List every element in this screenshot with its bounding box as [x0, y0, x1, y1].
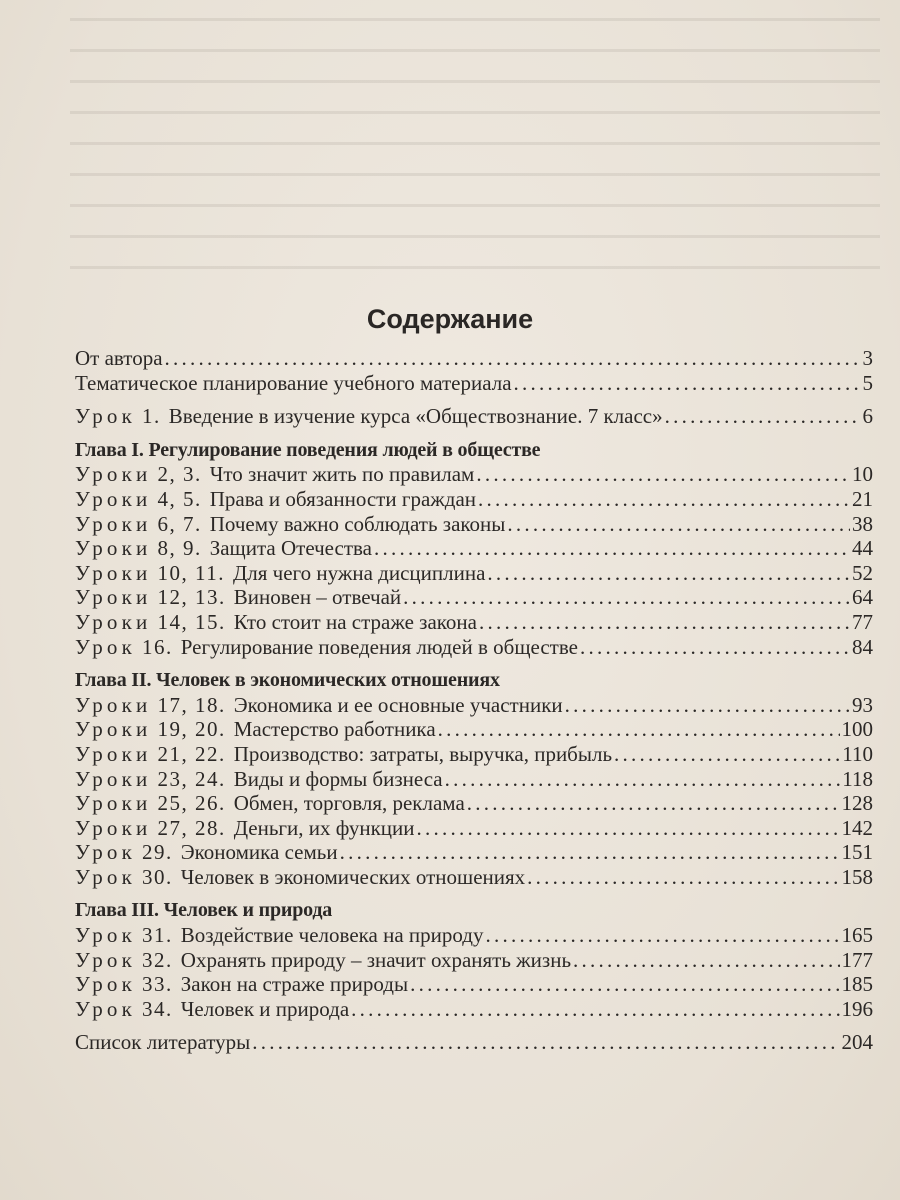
dot-leader	[476, 462, 850, 487]
dot-leader	[580, 635, 850, 660]
page-number: 196	[841, 996, 873, 1021]
page-number: 177	[841, 947, 873, 972]
section-spacer	[75, 395, 873, 404]
entry-title: Почему важно соблюдать законы	[209, 511, 506, 536]
toc-entry[interactable]	[75, 371, 873, 396]
lesson-label: Уроки	[75, 560, 152, 585]
entry-title: От автора	[75, 346, 163, 370]
page-number: 64	[852, 585, 873, 610]
entry-title: Закон на страже природы	[180, 972, 409, 997]
entry-title: Регулирование поведения людей в обществе	[180, 634, 578, 659]
entry-title: Для чего нужна дисциплина	[232, 560, 486, 585]
toc-entry[interactable]	[75, 923, 873, 948]
page-number: 44	[852, 536, 873, 561]
page-number: 118	[842, 766, 873, 791]
dot-leader	[417, 816, 840, 841]
lesson-number: 29.	[142, 840, 173, 865]
page-number: 185	[841, 972, 873, 997]
lesson-label: Уроки	[75, 766, 152, 791]
toc-entry[interactable]	[75, 767, 873, 792]
entry-title: Охранять природу – значит охранять жизнь	[180, 947, 572, 972]
toc-entry[interactable]	[75, 816, 873, 841]
entry-title: Производство: затраты, выручка, прибыль	[233, 741, 613, 766]
toc-entry[interactable]	[75, 536, 873, 561]
toc-entry[interactable]	[75, 512, 873, 537]
lesson-label: Урок	[75, 840, 137, 865]
lesson-number: 19, 20.	[157, 717, 226, 742]
entry-title: Введение в изучение курса «Обществознание. 7 класс»	[168, 404, 663, 429]
lesson-number: 32.	[142, 947, 173, 972]
page-number: 84	[852, 634, 873, 659]
dot-leader	[165, 346, 861, 371]
entry-title: Список литературы	[75, 1030, 251, 1055]
lesson-label: Урок	[75, 404, 137, 429]
entry-title: Виды и формы бизнеса	[233, 766, 443, 791]
lesson-label: Урок	[75, 996, 137, 1021]
toc-entry[interactable]	[75, 585, 873, 610]
dot-leader	[514, 371, 861, 396]
chapter-heading: Глава II. Человек в экономических отношениях	[75, 669, 500, 692]
toc-entry[interactable]	[75, 462, 873, 487]
toc-section	[75, 438, 873, 659]
dot-leader	[487, 561, 850, 586]
chapter-heading: Глава III. Человек и природа	[75, 899, 333, 922]
lesson-label: Урок	[75, 864, 137, 889]
toc-entry[interactable]	[75, 717, 873, 742]
lesson-number: 25, 26.	[157, 791, 226, 816]
toc-entry[interactable]	[75, 948, 873, 973]
page-number: 10	[852, 462, 873, 487]
page-number: 128	[841, 791, 873, 816]
page-number: 21	[852, 486, 873, 511]
lesson-number: 10, 11.	[157, 560, 225, 585]
dot-leader	[507, 512, 850, 537]
lesson-number: 33.	[142, 972, 173, 997]
lesson-label: Уроки	[75, 511, 152, 536]
page-number: 52	[852, 560, 873, 585]
table-of-contents	[75, 346, 873, 1055]
lesson-number: 4, 5.	[157, 486, 202, 511]
lesson-number: 14, 15.	[157, 609, 226, 634]
entry-title: Обмен, торговля, реклама	[233, 791, 465, 816]
lesson-number: 34.	[142, 996, 173, 1021]
entry-title: Экономика и ее основные участники	[233, 692, 563, 717]
toc-entry[interactable]	[75, 346, 873, 371]
entry-title: Экономика семьи	[180, 840, 338, 865]
lesson-number: 27, 28.	[157, 815, 226, 840]
lesson-label: Уроки	[75, 741, 152, 766]
page-number: 165	[841, 923, 873, 948]
toc-entry[interactable]	[75, 972, 873, 997]
lesson-number: 23, 24.	[157, 766, 226, 791]
dot-leader	[565, 693, 850, 718]
toc-entry[interactable]	[75, 840, 873, 865]
dot-leader	[665, 404, 861, 429]
toc-entry[interactable]	[75, 865, 873, 890]
dot-leader	[478, 487, 850, 512]
lesson-number: 17, 18.	[157, 692, 226, 717]
dot-leader	[573, 948, 839, 973]
bleed-through-text	[70, 0, 880, 290]
page-number: 204	[841, 1030, 873, 1055]
toc-entry[interactable]	[75, 997, 873, 1022]
section-spacer	[75, 659, 873, 668]
toc-section	[75, 898, 873, 1021]
lesson-label: Уроки	[75, 609, 152, 634]
dot-leader	[438, 717, 840, 742]
entry-title: Права и обязанности граждан	[209, 486, 477, 511]
page-number: 93	[852, 692, 873, 717]
page-title: Содержание	[366, 304, 534, 334]
dot-leader	[445, 767, 841, 792]
dot-leader	[527, 865, 839, 890]
section-spacer	[75, 889, 873, 898]
entry-title: Тематическое планирование учебного материала	[75, 370, 512, 395]
lesson-label: Урок	[75, 923, 137, 948]
lesson-label: Уроки	[75, 462, 152, 487]
lesson-number: 1.	[142, 404, 161, 429]
toc-section	[75, 404, 873, 429]
page-number: 77	[852, 609, 873, 634]
lesson-label: Урок	[75, 947, 137, 972]
dot-leader	[340, 840, 840, 865]
toc-entry[interactable]	[75, 487, 873, 512]
entry-title: Деньги, их функции	[233, 815, 415, 840]
lesson-label: Урок	[75, 972, 137, 997]
lesson-label: Уроки	[75, 692, 152, 717]
entry-title: Кто стоит на страже закона	[233, 609, 477, 634]
toc-section	[75, 668, 873, 889]
page-number: 110	[842, 741, 873, 766]
lesson-number: 8, 9.	[157, 536, 202, 561]
entry-title: Мастерство работника	[233, 717, 436, 742]
lesson-number: 31.	[142, 923, 173, 948]
entry-title: Что значит жить по правилам	[209, 462, 475, 487]
entry-title: Человек в экономических отношениях	[180, 864, 526, 889]
entry-title: Защита Отечества	[209, 536, 372, 561]
section-spacer	[75, 429, 873, 438]
toc-entry[interactable]	[75, 693, 873, 718]
dot-leader	[351, 997, 839, 1022]
dot-leader	[403, 585, 850, 610]
entry-title: Воздействие человека на природу	[180, 923, 484, 948]
toc-entry[interactable]	[75, 742, 873, 767]
toc-entry[interactable]	[75, 561, 873, 586]
toc-entry[interactable]	[75, 1030, 873, 1055]
lesson-number: 30.	[142, 864, 173, 889]
page-number: 3	[862, 346, 873, 370]
entry-title: Человек и природа	[180, 996, 350, 1021]
toc-section	[75, 1030, 873, 1055]
section-spacer	[75, 1021, 873, 1030]
dot-leader	[467, 791, 840, 816]
lesson-label: Уроки	[75, 486, 152, 511]
page-number: 100	[841, 717, 873, 742]
dot-leader	[374, 536, 850, 561]
page-number: 5	[862, 370, 873, 395]
lesson-number: 2, 3.	[157, 462, 202, 487]
dot-leader	[479, 610, 850, 635]
toc-section	[75, 346, 873, 395]
page-number: 38	[852, 511, 873, 536]
toc-entry[interactable]	[75, 404, 873, 429]
toc-entry[interactable]	[75, 635, 873, 660]
dot-leader	[252, 1030, 839, 1055]
page-number: 142	[841, 815, 873, 840]
lesson-number: 6, 7.	[157, 511, 202, 536]
lesson-label: Урок	[75, 634, 137, 659]
lesson-label: Уроки	[75, 536, 152, 561]
lesson-number: 21, 22.	[157, 741, 226, 766]
toc-entry[interactable]	[75, 610, 873, 635]
dot-leader	[410, 972, 839, 997]
chapter-heading: Глава I. Регулирование поведения людей в обществе	[75, 438, 541, 461]
page-number: 6	[862, 404, 873, 429]
lesson-label: Уроки	[75, 815, 152, 840]
lesson-number: 16.	[142, 634, 173, 659]
toc-entry[interactable]	[75, 791, 873, 816]
lesson-label: Уроки	[75, 791, 152, 816]
entry-title: Виновен – отвечай	[233, 585, 402, 610]
dot-leader	[485, 923, 839, 948]
dot-leader	[614, 742, 840, 767]
page-number: 158	[841, 864, 873, 889]
page-number: 151	[841, 840, 873, 865]
lesson-number: 12, 13.	[157, 585, 226, 610]
lesson-label: Уроки	[75, 717, 152, 742]
lesson-label: Уроки	[75, 585, 152, 610]
